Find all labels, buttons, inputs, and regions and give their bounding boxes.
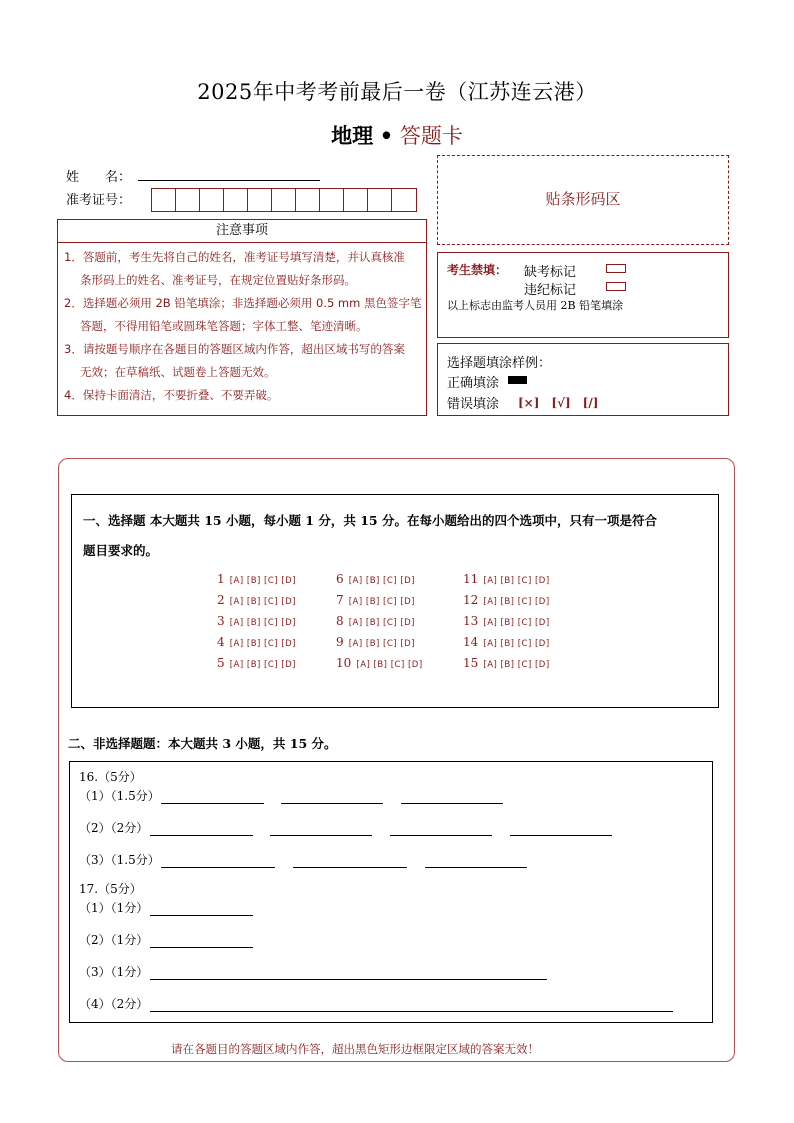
answer-options[interactable]: [A] [B] [C] [D] — [229, 576, 296, 586]
answer-options[interactable]: [A] [B] [C] [D] — [348, 639, 415, 649]
id-digit-box[interactable] — [224, 189, 248, 211]
question-row[interactable] — [336, 652, 423, 671]
question-number: 9 — [336, 635, 344, 649]
q17-title: 17.（5分） — [79, 882, 142, 896]
answer-options[interactable]: [A] [B] [C] [D] — [483, 576, 550, 586]
question-number: 13 — [463, 614, 479, 628]
answer-blank[interactable] — [270, 823, 372, 836]
wrong-fill-label: 错误填涂 — [447, 397, 500, 412]
notice-box — [57, 242, 427, 416]
id-digit-box[interactable] — [296, 189, 320, 211]
answer-options[interactable]: [A] [B] [C] [D] — [348, 597, 415, 607]
page-title: 2025年中考考前最后一卷（江苏连云港） — [197, 80, 597, 104]
question-row[interactable] — [217, 610, 296, 629]
question-row[interactable] — [463, 652, 550, 671]
q17-part2 — [79, 929, 253, 948]
question-row[interactable] — [217, 568, 296, 587]
exam-id-label: 准考证号： — [66, 193, 132, 208]
answer-blank[interactable] — [161, 855, 275, 868]
answer-blank[interactable] — [425, 855, 527, 868]
question-number: 12 — [463, 593, 479, 607]
question-row[interactable] — [217, 631, 296, 650]
question-row[interactable] — [463, 631, 550, 650]
notice-item: 无效；在草稿纸、试题卷上答题无效。 — [80, 365, 276, 379]
violation-mark-label: 违纪标记 — [524, 283, 577, 298]
multiple-choice-section — [71, 494, 719, 708]
id-digit-box[interactable] — [344, 189, 368, 211]
correct-fill-sample — [508, 376, 527, 384]
section2-heading: 二、非选择题题：本大题共 3 小题，共 15 分。 — [68, 736, 337, 751]
id-digit-box[interactable] — [272, 189, 296, 211]
answer-options[interactable]: [A] [B] [C] [D] — [483, 597, 550, 607]
q17-part1-label: （1）（1分） — [79, 901, 149, 915]
question-number: 1 — [217, 572, 225, 586]
absent-mark-label: 缺考标记 — [524, 265, 577, 280]
forbidden-note: 以上标志由监考人员用 2B 铅笔填涂 — [447, 299, 624, 312]
q17-part3-label: （3）（1分） — [79, 965, 149, 979]
barcode-label: 贴条形码区 — [545, 190, 621, 208]
question-row[interactable] — [217, 652, 296, 671]
question-row[interactable] — [463, 589, 550, 608]
q16-part2 — [79, 817, 612, 836]
answer-blank[interactable] — [150, 967, 547, 980]
exam-id-boxes[interactable] — [151, 188, 417, 212]
sample-box — [437, 343, 729, 416]
answer-options[interactable]: [A] [B] [C] [D] — [348, 618, 415, 628]
question-number: 4 — [217, 635, 225, 649]
question-number: 15 — [463, 656, 479, 670]
answer-blank[interactable] — [150, 999, 673, 1012]
name-field[interactable] — [138, 166, 320, 181]
subject-name: 地理 — [331, 123, 374, 148]
answer-options[interactable]: [A] [B] [C] [D] — [483, 660, 550, 670]
answer-blank[interactable] — [401, 791, 503, 804]
answer-blank[interactable] — [150, 823, 253, 836]
notice-item: 答题，不得用铅笔或圆珠笔答题；字体工整、笔迹清晰。 — [80, 319, 368, 333]
q17-part3 — [79, 961, 547, 980]
q16-part1 — [79, 785, 503, 804]
correct-fill-label: 正确填涂 — [447, 376, 500, 391]
id-digit-box[interactable] — [320, 189, 344, 211]
question-number: 5 — [217, 656, 225, 670]
notice-item: 1．答题前，考生先将自己的姓名，准考证号填写清楚，并认真核准 — [64, 250, 405, 264]
answer-card-label: 答题卡 — [399, 124, 463, 148]
id-digit-box[interactable] — [152, 189, 176, 211]
q16-part3-label: （3）（1.5分） — [79, 853, 160, 867]
answer-blank[interactable] — [150, 903, 253, 916]
id-digit-box[interactable] — [176, 189, 200, 211]
notice-item: 条形码上的姓名、准考证号，在规定位置贴好条形码。 — [80, 273, 356, 287]
forbidden-box — [437, 252, 729, 338]
footer-warning: 请在各题目的答题区域内作答，超出黑色矩形边框限定区域的答案无效！ — [171, 1042, 539, 1056]
notice-item: 3．请按题号顺序在各题目的答题区域内作答，超出区域书写的答案 — [64, 342, 405, 356]
answer-blank[interactable] — [150, 935, 253, 948]
question-number: 11 — [463, 572, 479, 586]
forbidden-label: 考生禁填： — [447, 263, 508, 277]
sample-heading: 选择题填涂样例： — [447, 356, 552, 371]
question-row[interactable] — [463, 568, 550, 587]
answer-blank[interactable] — [293, 855, 407, 868]
question-number: 3 — [217, 614, 225, 628]
question-row[interactable] — [336, 610, 415, 629]
question-row[interactable] — [217, 589, 296, 608]
id-digit-box[interactable] — [200, 189, 224, 211]
answer-options[interactable]: [A] [B] [C] [D] — [483, 618, 550, 628]
separator-dot: • — [379, 123, 394, 148]
notice-heading: 注意事项 — [215, 223, 268, 238]
question-row[interactable] — [336, 631, 415, 650]
q16-part1-label: （1）（1.5分） — [79, 789, 160, 803]
section1-instruction-line2: 题目要求的。 — [83, 543, 159, 558]
answer-options[interactable]: [A] [B] [C] [D] — [229, 618, 296, 628]
notice-heading-box — [57, 219, 427, 243]
question-row[interactable] — [336, 589, 415, 608]
answer-blank[interactable] — [390, 823, 492, 836]
notice-item: 4．保持卡面清洁，不要折叠、不要弄破。 — [64, 388, 279, 402]
answer-blank[interactable] — [510, 823, 612, 836]
answer-options[interactable]: [A] [B] [C] [D] — [229, 639, 296, 649]
question-number: 6 — [336, 572, 344, 586]
answer-blank[interactable] — [281, 791, 383, 804]
id-digit-box[interactable] — [368, 189, 392, 211]
name-label: 姓 名： — [66, 170, 132, 185]
q16-title: 16.（5分） — [79, 770, 142, 784]
id-digit-box[interactable] — [392, 189, 416, 211]
answer-options[interactable]: [A] [B] [C] [D] — [483, 639, 550, 649]
wrong-fill-samples: [×] [√] [/] — [518, 396, 599, 410]
q17-part1 — [79, 897, 253, 916]
q16-part2-label: （2）（2分） — [79, 821, 149, 835]
page-subtitle — [0, 120, 794, 150]
answer-blank[interactable] — [161, 791, 264, 804]
question-number: 10 — [336, 656, 352, 670]
barcode-area — [437, 155, 729, 245]
absent-mark-box[interactable] — [606, 264, 626, 273]
answer-options[interactable]: [A] [B] [C] [D] — [229, 660, 296, 670]
id-digit-box[interactable] — [248, 189, 272, 211]
q16-part3 — [79, 849, 527, 868]
q17-part2-label: （2）（1分） — [79, 933, 149, 947]
q17-part4-label: （4）（2分） — [79, 997, 149, 1011]
violation-mark-box[interactable] — [606, 282, 626, 291]
free-response-section — [69, 761, 713, 1023]
answer-options[interactable]: [A] [B] [C] [D] — [356, 660, 423, 670]
section1-instruction-line1: 一、选择题 本大题共 15 小题，每小题 1 分，共 15 分。在每小题给出的四个选项中，只有一项是符合 — [83, 513, 657, 528]
question-number: 2 — [217, 593, 225, 607]
q17-part4 — [79, 993, 673, 1012]
notice-item: 2．选择题必须用 2B 铅笔填涂；非选择题必须用 0.5 mm 黑色签字笔 — [64, 296, 422, 310]
answer-options[interactable]: [A] [B] [C] [D] — [229, 597, 296, 607]
answer-options[interactable]: [A] [B] [C] [D] — [348, 576, 415, 586]
question-number: 8 — [336, 614, 344, 628]
question-row[interactable] — [336, 568, 415, 587]
question-number: 14 — [463, 635, 479, 649]
question-number: 7 — [336, 593, 344, 607]
question-row[interactable] — [463, 610, 550, 629]
